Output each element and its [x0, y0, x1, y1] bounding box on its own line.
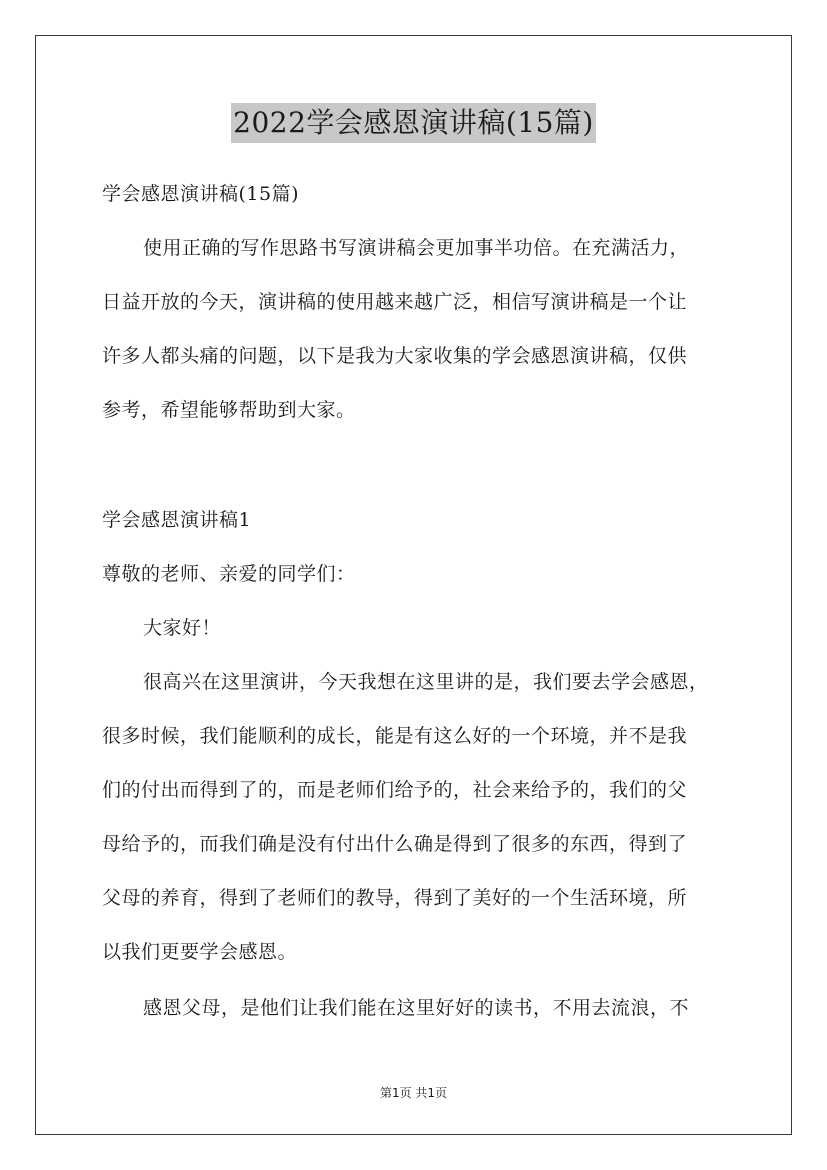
paragraph-line: 们的付出而得到了的，而是老师们给予的，社会来给予的，我们的父 [102, 779, 688, 801]
paragraph-line: 使用正确的写作思路书写演讲稿会更加事半功倍。在充满活力， [143, 237, 690, 259]
paragraph-line: 很多时候，我们能顺利的成长，能是有这么好的一个环境，并不是我 [102, 725, 688, 747]
paragraph-line: 许多人都头痛的问题，以下是我为大家收集的学会感恩演讲稿，仅供 [102, 345, 688, 367]
subtitle-line: 学会感恩演讲稿(15篇) [102, 183, 300, 205]
document-title: 2022学会感恩演讲稿(15篇) [231, 103, 596, 143]
paragraph-line: 感恩父母，是他们让我们能在这里好好的读书，不用去流浪，不 [143, 997, 690, 1019]
paragraph-line: 父母的养育，得到了老师们的教导，得到了美好的一个生活环境，所 [102, 887, 688, 909]
paragraph-line: 日益开放的今天，演讲稿的使用越来越广泛，相信写演讲稿是一个让 [102, 291, 688, 313]
salutation-line: 尊敬的老师、亲爱的同学们： [102, 563, 356, 585]
section-heading: 学会感恩演讲稿1 [102, 509, 252, 531]
greeting-line: 大家好！ [143, 617, 222, 639]
title-container [0, 103, 827, 143]
paragraph-line: 很高兴在这里演讲，今天我想在这里讲的是，我们要去学会感恩， [143, 671, 709, 693]
page-footer: 第1页 共1页 [379, 1086, 448, 1100]
paragraph-line: 以我们更要学会感恩。 [102, 941, 298, 963]
paragraph-line: 参考，希望能够帮助到大家。 [102, 399, 356, 421]
paragraph-line: 母给予的，而我们确是没有付出什么确是得到了很多的东西，得到了 [102, 833, 688, 855]
